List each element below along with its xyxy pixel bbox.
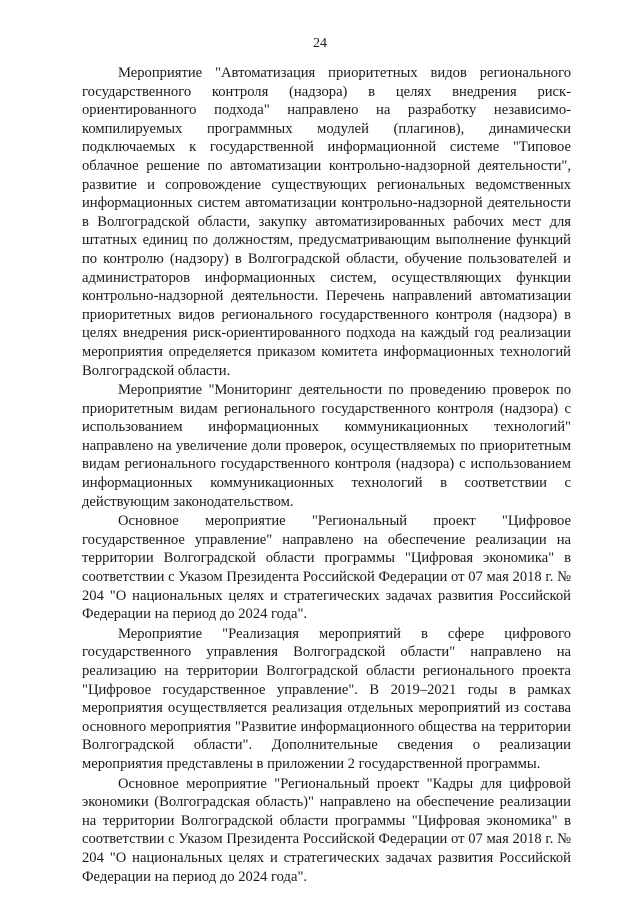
paragraph-digital-gov-project: Основное мероприятие "Региональный проект "Цифровое государственное управление" направлено на обеспечение реализации на территории Волгоградской области программы "Цифровая экономика" в соответствии с Указом Президента Российской Федерации от 07 мая 2018 г. № 204 "О национальных целях и стратегических задачах развития Российской Федерации на период до 2024 года".: [82, 513, 571, 623]
paragraph-monitoring: Мероприятие "Мониторинг деятельности по проведению проверок по приоритетным видам регионального государственного контроля (надзора) с использованием информационных коммуникационных технологий" направлено на увеличение доли проверок, осуществляемых по приоритетным видам регионального государственного контроля (надзора) с использованием информационных коммуникационных технологий в соответствии с действующим законодательством.: [82, 382, 571, 510]
paragraph-digital-economy-staff: Основное мероприятие "Региональный проект "Кадры для цифровой экономики (Волгоградская область)" направлено на обеспечение реализации на территории Волгоградской области программы "Цифровая экономика" в соответствии с Указом Президента Российской Федерации от 07 мая 2018 г. № 204 "О национальных целях и стратегических задачах развития Российской Федерации на период до 2024 года".: [82, 775, 571, 885]
page-number: 24: [313, 36, 327, 51]
paragraph-digital-gov-measures: Мероприятие "Реализация мероприятий в сфере цифрового государственного управления Волгоградской области" направлено на реализацию на территории Волгоградской области регионального проекта "Цифровое государственное управление". В 2019–2021 годы в рамках мероприятия осуществляется реализация отдельных мероприятий из состава основного мероприятия "Развитие информационного общества на территории Волгоградской области". Дополнительные сведения о реализации мероприятия представлены в приложении 2 государственной программы.: [82, 625, 571, 772]
paragraph-automation: Мероприятие "Автоматизация приоритетных видов регионального государственного контроля (надзора) в целях внедрения риск-ориентированного подхода" направлено на разработку независимо-компилируемых программных модулей (плагинов), динамически подключаемых к государственной информационной системе "Типовое облачное решение по автоматизации контрольно-надзорной деятельности", развитие и сопровождение существующих региональных ведомственных информационных систем автоматизации контрольно-надзорной деятельности в Волгоградской области, закупку автоматизированных рабочих мест для штатных единиц по должностям, предусматривающим выполнение функций по контролю (надзору) в Волгоградской области, обучение пользователей и администраторов информационных систем, осуществляющих функции контрольно-надзорной деятельности. Перечень направлений автоматизации приоритетных видов регионального государственного контроля (надзора) в целях внедрения риск-ориентированного подхода на каждый год реализации мероприятия определяется приказом комитета информационных технологий Волгоградской области.: [82, 65, 571, 379]
document-body: [82, 64, 571, 886]
